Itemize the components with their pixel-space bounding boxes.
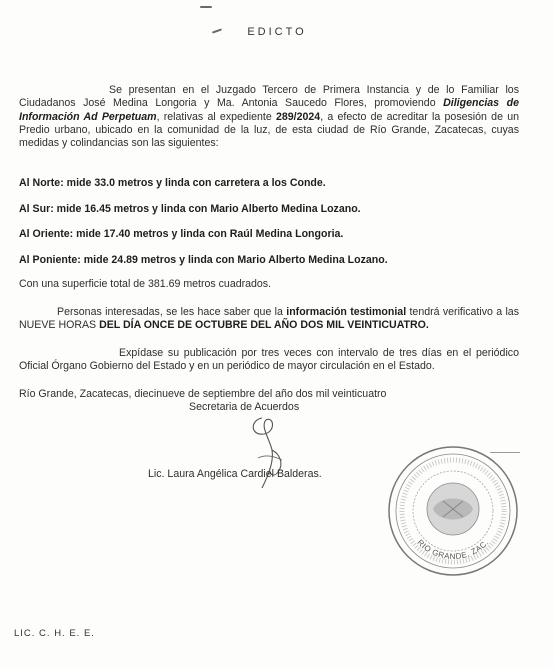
intro-paragraph bbox=[19, 84, 519, 150]
place-date: Río Grande, Zacatecas, diecinueve de septiembre del año dos mil veinticuatro bbox=[19, 388, 387, 400]
intro-text-3: , a efecto de acreditar la posesión de un Predio urbano, ubicado en la comunidad de la luz, de esta ciudad de Río Grande, Zacatecas, cuyas medidas y colindancias son las siguientes: bbox=[19, 110, 519, 150]
notice-paragraph: Personas interesadas, se les hace saber que la información testimonial tendrá verificativo a las NUEVE HORAS DEL DÍA ONCE DE OCTUBRE DEL AÑO DOS MIL VEINTICUATRO. bbox=[19, 306, 520, 332]
case-number: 289/2024 bbox=[276, 110, 321, 123]
office-title: Secretaria de Acuerdos bbox=[189, 401, 300, 413]
scan-mark bbox=[200, 6, 212, 8]
hearing-date: DEL DÍA ONCE DE OCTUBRE DEL AÑO DOS MIL VEINTICUATRO. bbox=[99, 319, 429, 332]
signer-name: Lic. Laura Angélica Cardiel Balderas. bbox=[148, 468, 322, 480]
footer-initials: LIC. C. H. E. E. bbox=[14, 628, 95, 639]
intro-text-1: Se presentan en el Juzgado Tercero de Primera Instancia y de lo Familiar los Ciudadanos José Medina Longoria y Ma. Antonia Saucedo Flores, promoviendo bbox=[19, 84, 519, 110]
surface-area: Con una superficie total de 381.69 metros cuadrados. bbox=[19, 278, 272, 290]
procedure-name: Diligencias de Información Ad Perpetuam bbox=[19, 97, 519, 123]
intro-text-2: , relativas al expediente bbox=[156, 110, 276, 123]
boundary-north: Al Norte: mide 33.0 metros y linda con carretera a los Conde. bbox=[19, 177, 326, 189]
document-title: EDICTO bbox=[247, 26, 307, 38]
court-seal bbox=[385, 443, 521, 579]
boundary-west: Al Poniente: mide 24.89 metros y linda con Mario Alberto Medina Lozano. bbox=[19, 254, 388, 266]
boundary-south: Al Sur: mide 16.45 metros y linda con Mario Alberto Medina Lozano. bbox=[19, 203, 361, 215]
boundary-east: Al Oriente: mide 17.40 metros y linda con Raúl Medina Longoria. bbox=[19, 228, 344, 240]
scan-mark bbox=[490, 452, 520, 453]
testimonial-info: información testimonial bbox=[286, 306, 407, 318]
svg-text:RIO GRANDE, ZAC.: RIO GRANDE, ZAC. bbox=[415, 537, 491, 562]
publication-paragraph: Expídase su publicación por tres veces con intervalo de tres días en el periódico Oficial Órgano Gobierno del Estado y en un periódico de mayor circulación en el Estado. bbox=[19, 347, 519, 373]
